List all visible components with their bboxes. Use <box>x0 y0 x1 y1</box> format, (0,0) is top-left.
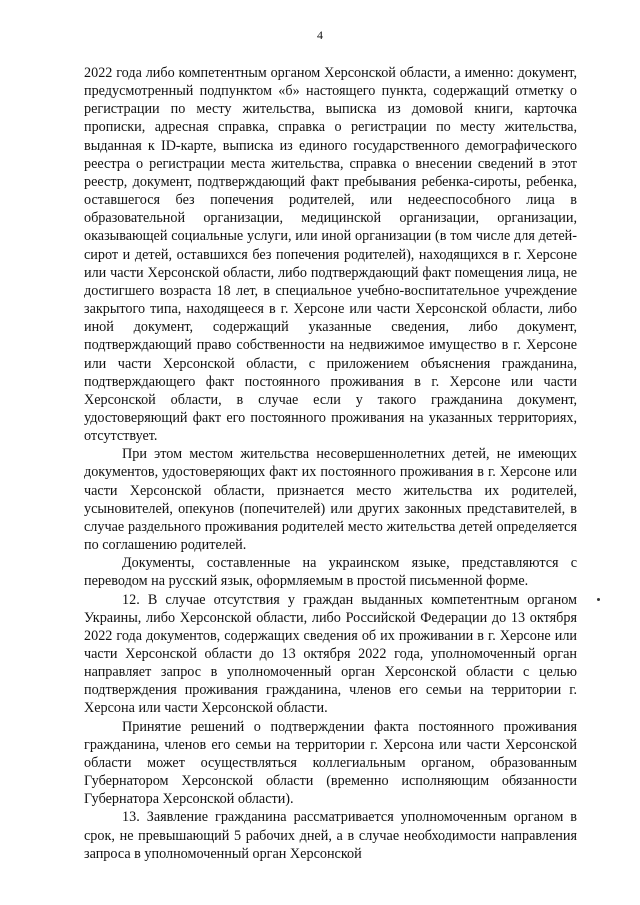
document-body <box>84 64 577 863</box>
paragraph-ukrainian-documents: Документы, составленные на украинском языке, представляются с переводом на русский язык, оформляемым в простой письменной форме. <box>84 555 577 590</box>
paragraph-item-12: 12. В случае отсутствия у граждан выданных компетентным органом Украины, либо Херсонской области, либо Российской Федерации до 13 октября 2022 года документов, содержащих сведения об их проживании в г. Херсоне или части Херсонской области до 13 октября 2022 года, уполномоченный орган направляет запрос в уполномоченный орган Херсонской области с целью подтверждения проживания гражданина, членов его семьи на территории г. Херсона или части Херсонской области. <box>84 591 577 717</box>
page-number: 4 <box>317 28 323 42</box>
scan-mark <box>597 598 600 601</box>
paragraph-continuation: 2022 года либо компетентным органом Херсонской области, а именно: документ, предусмотренный подпунктом «б» настоящего пункта, содержащий отметку о регистрации по месту жительства, выписка из домовой книги, карточка прописки, адресная справка, справка о регистрации по месту жительства, выданная к ID-карте, выписка из единого государственного демографического реестра о регистрации места жительства, справка о внесении сведений в этот реестр, документ, подтверждающий факт пребывания ребенка-сироты, ребенка, оставшегося без попечения родителей, или недееспособного лица в образовательной организации, медицинской организации, организации, оказывающей социальные услуги, или иной организации (в том числе для детей-сирот и детей, оставшихся без попечения родителей), находящихся в г. Херсоне или части Херсонской области, либо подтверждающий факт помещения лица, не достигшего возраста 18 лет, в специальное учебно-воспитательное учреждение закрытого типа, находящееся в г. Херсоне или части Херсонской области, либо иной документ, содержащий указанные сведения, либо документ, подтверждающий право собственности на недвижимое имущество в г. Херсоне или части Херсонской области, с приложением объяснения гражданина, подтверждающего факт постоянного проживания в г. Херсоне или части Херсонской области, в случае если у такого гражданина документ, удостоверяющий факт его постоянного проживания на указанных территориях, отсутствует. <box>84 65 577 445</box>
paragraph-collegial-body: Принятие решений о подтверждении факта постоянного проживания гражданина, членов его семьи на территории г. Херсона или части Херсонской области может осуществляться коллегиальным органом, образованным Губернатором Херсонской области (временно исполняющим обязанности Губернатора Херсонской области). <box>84 718 577 808</box>
paragraph-minors-residence: При этом местом жительства несовершеннолетних детей, не имеющих документов, удостоверяющих факт их постоянного проживания в г. Херсоне или части Херсонской области, признается место жительства их родителей, усыновителей, опекунов (попечителей) или других законных представителей, в случае раздельного проживания родителей место жительства детей определяется по соглашению родителей. <box>84 446 577 554</box>
paragraph-item-13: 13. Заявление гражданина рассматривается уполномоченным органом в срок, не превышающий 5 рабочих дней, а в случае необходимости направления запроса в уполномоченный орган Херсонской <box>84 809 577 862</box>
